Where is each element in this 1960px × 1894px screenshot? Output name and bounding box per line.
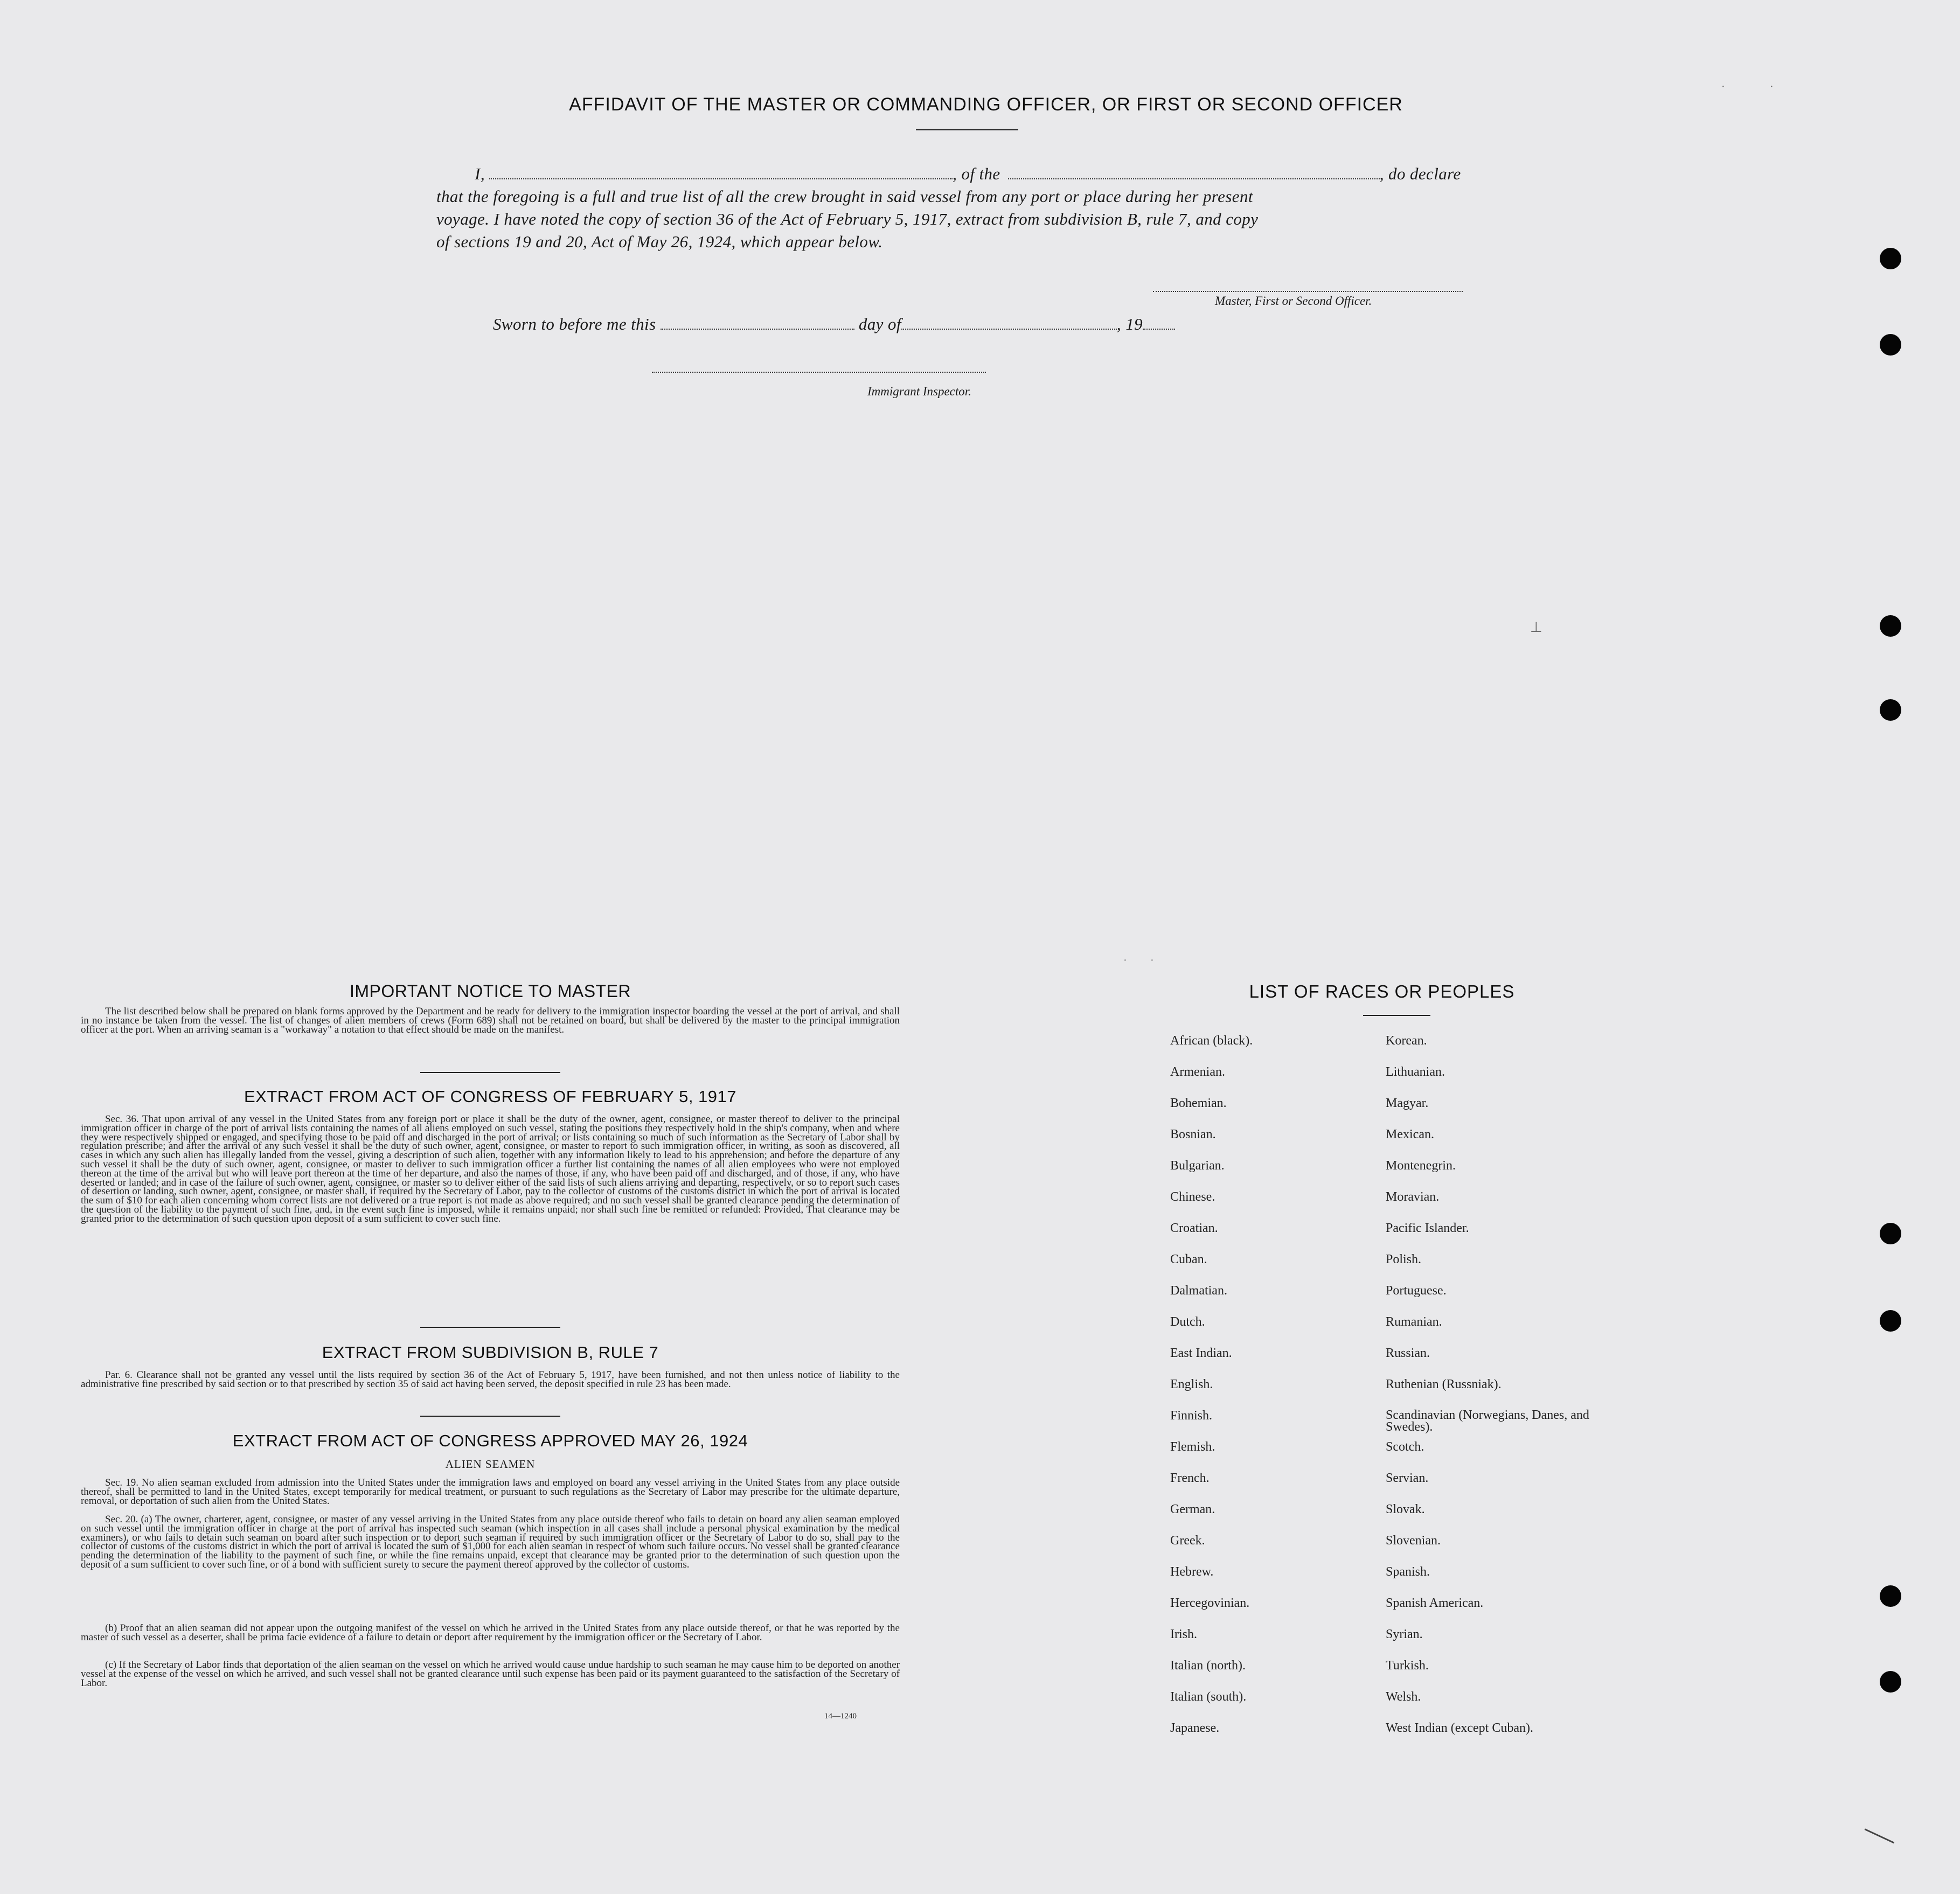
declarant-name-field[interactable]: [489, 178, 953, 179]
affidavit-of-the: , of the: [953, 164, 1000, 183]
sworn-day-field[interactable]: [661, 329, 854, 330]
notice-title: IMPORTANT NOTICE TO MASTER: [349, 981, 631, 1001]
affidavit-i: I,: [475, 164, 485, 183]
extract-1917-body: Sec. 36. That upon arrival of any vessel in the United States from any foreign port or place it shall be the duty of the owner, agent, consignee, or master thereof to deliver to the principal immigration officer in charge of the port of arrival lists containing the names of all aliens employed on such vessel, stating the positions they respectively hold in the ship's company, when and where they were respectively shipped or engaged, and specifying those to be paid off and discharged in the port of arrival; or lists containing so much of such information as the Secretary of Labor shall by regulation prescribe; and after the arrival of any such vessel it shall be the duty of such owner, agent, consignee, or master to report to such immigration officer, in writing, as soon as discovered, all cases in which any such alien has illegally landed from the vessel, giving a description of such alien, together with any information likely to lead to his apprehension; and before the departure of any such vessel it shall be the duty of such owner, agent, consignee, or master to deliver to such immigration officer a further list containing the names of all alien employees who were not employed thereon at the time of the arrival but who will leave port thereon at the time of her departure, and also the names of those, if any, who have been paid off and discharged, and of those, if any, who have deserted or landed; and in case of the failure of such owner, agent, consignee, or master so to deliver either of the said lists of such aliens arriving and departing, respectively, or so to report such cases of desertion or landing, such owner, agent, consignee, or master shall, if required by the Secretary of Labor, pay to the collector of customs of the customs district in which the port of arrival is located the sum of $10 for each alien concerning whom correct lists are not delivered or a true report is not made as above required; and no such vessel shall be granted clearance pending the determination of the question of the liability to the payment of such fine, and, in the event such fine is imposed, while it remains unpaid; nor shall such fine be remitted or refunded: Provided, That clearance may be granted prior to the determination of such question upon deposit of a sum sufficient to cover such fine.: [81, 1115, 900, 1224]
race-item: Chinese.: [1170, 1190, 1215, 1204]
race-item: Dalmatian.: [1170, 1284, 1227, 1298]
race-item: Portuguese.: [1386, 1284, 1447, 1298]
punch-hole: [1880, 615, 1901, 637]
race-item: Moravian.: [1386, 1190, 1440, 1204]
notice-rule: [420, 1072, 560, 1073]
sec19-body: Sec. 19. No alien seaman excluded from admission into the United States under the immigration laws and employed on board any vessel arriving in the United States from any place outside thereof, shall be permitted to land in the United States, except temporarily for medical treatment, or pursuant to such regulations as the Secretary of Labor may prescribe for the ultimate departure, removal, or deportation of such alien from the United States.: [81, 1479, 900, 1507]
sworn-year-prefix: , 19: [1116, 315, 1143, 333]
race-item: English.: [1170, 1377, 1213, 1391]
affidavit-line-1: [436, 164, 1503, 184]
race-item: Ruthenian (Russniak).: [1386, 1377, 1502, 1391]
race-item: Armenian.: [1170, 1065, 1225, 1079]
races-right-column: [1386, 1034, 1601, 1753]
affidavit-line-2: that the foregoing is a full and true list of all the crew brought in said vessel from any port or place during her present: [436, 187, 1253, 206]
extract-1924-title: EXTRACT FROM ACT OF CONGRESS APPROVED MAY 26, 1924: [232, 1431, 748, 1450]
race-item: Greek.: [1170, 1534, 1205, 1548]
sworn-line: [493, 315, 1560, 334]
race-item: Italian (south).: [1170, 1690, 1247, 1704]
corner-mark: [1855, 1828, 1895, 1863]
race-item: Syrian.: [1386, 1627, 1423, 1641]
sec20a-body: Sec. 20. (a) The owner, charterer, agent, consignee, or master of any vessel arriving in the United States from any place outside thereof who fails to detain on board any alien seaman employed on such vessel until the immigration officer in charge at the port of arrival has inspected such seaman (which inspection in all cases shall include a personal physical examination by the medical examiners), or who fails to detain such seaman on board after such inspection or to deport such seaman if required by such immigration officer or the Secretary of Labor to do so, shall pay to the collector of customs of the customs district in which the port of arrival is located the sum of $1,000 for each alien seaman in respect of whom such failure occurs. No vessel shall be granted clearance pending the determination of the liability to the payment of such fine, or while the fine remains unpaid, except that clearance may be granted prior to the determination of such question upon the deposit of a sum sufficient to cover such fine, or of a bond with sufficient surety to secure the payment thereof approved by the collector of customs.: [81, 1515, 900, 1570]
race-item: Flemish.: [1170, 1440, 1215, 1454]
sworn-year-field[interactable]: [1143, 329, 1175, 330]
race-item: French.: [1170, 1471, 1210, 1485]
race-item: Dutch.: [1170, 1315, 1205, 1329]
scan-mark: ⊥: [1530, 619, 1542, 635]
races-title: LIST OF RACES OR PEOPLES: [1249, 981, 1515, 1001]
race-item: Scotch.: [1386, 1440, 1424, 1454]
affidavit-declare: , do declare: [1379, 164, 1461, 183]
extract-1917-title: EXTRACT FROM ACT OF CONGRESS OF FEBRUARY 5, 1917: [244, 1087, 737, 1106]
affidavit-title: AFFIDAVIT OF THE MASTER OR COMMANDING OFFICER, OR FIRST OR SECOND OFFICER: [569, 94, 1403, 115]
race-item: East Indian.: [1170, 1346, 1232, 1360]
race-item: Finnish.: [1170, 1409, 1213, 1423]
race-item: Spanish American.: [1386, 1596, 1484, 1610]
race-item: Croatian.: [1170, 1221, 1218, 1235]
race-item: West Indian (except Cuban).: [1386, 1721, 1533, 1735]
race-item: Turkish.: [1386, 1659, 1429, 1673]
race-item: Spanish.: [1386, 1565, 1430, 1579]
race-item: African (black).: [1170, 1034, 1253, 1048]
sworn-month-field[interactable]: [901, 329, 1117, 330]
races-title-rule: [1363, 1015, 1430, 1016]
race-item: Hercegovinian.: [1170, 1596, 1250, 1610]
punch-hole: [1880, 248, 1901, 269]
race-item: Montenegrin.: [1386, 1159, 1456, 1173]
rule7-rule: [420, 1416, 560, 1417]
punch-hole: [1880, 1671, 1901, 1693]
race-item: Mexican.: [1386, 1127, 1434, 1141]
race-item: Japanese.: [1170, 1721, 1220, 1735]
punch-hole: [1880, 1223, 1901, 1244]
extract-1917-rule: [420, 1327, 560, 1328]
punch-hole: [1880, 1585, 1901, 1607]
notice-body: The list described below shall be prepared on blank forms approved by the Department and be ready for delivery to the immigration inspector boarding the vessel at the port of arrival, and shall in no instance be taken from the vessel. The list of changes of alien members of crews (Form 689) shall not be retained on board, but shall be delivered by the master to the principal immigration officer at the port. When an arriving seaman is a "workaway" a notation to that effect should be made on the manifest.: [81, 1007, 900, 1035]
race-item: Bosnian.: [1170, 1127, 1216, 1141]
scan-mark: ·: [1721, 81, 1725, 93]
affidavit-line-4: of sections 19 and 20, Act of May 26, 1924, which appear below.: [436, 232, 883, 251]
master-signature-line[interactable]: [1153, 291, 1463, 292]
race-item: Italian (north).: [1170, 1659, 1246, 1673]
inspector-label: Immigrant Inspector.: [867, 385, 971, 398]
scan-mark: ·: [1123, 955, 1127, 966]
race-item: German.: [1170, 1502, 1215, 1516]
sworn-prefix: Sworn to before me this: [493, 315, 656, 333]
sec20c-body: (c) If the Secretary of Labor finds that deportation of the alien seaman on the vessel on which he arrived would cause undue hardship to such seaman he may cause him to be deported on another vessel at the expense of the vessel on which he arrived, and such vessel shall not be granted clearance until such expense has been paid or its payment guaranteed to the satisfaction of the Secretary of Labor.: [81, 1661, 900, 1689]
race-item: Pacific Islander.: [1386, 1221, 1469, 1235]
punch-hole: [1880, 699, 1901, 721]
race-item: Rumanian.: [1386, 1315, 1442, 1329]
race-item: Magyar.: [1386, 1096, 1429, 1110]
vessel-name-field[interactable]: [1008, 178, 1380, 179]
form-number: 14—1240: [824, 1712, 857, 1721]
race-item: Russian.: [1386, 1346, 1430, 1360]
rule7-body: Par. 6. Clearance shall not be granted any vessel until the lists required by section 36 of the Act of February 5, 1917, have been furnished, and not then unless notice of liability to the administrative fine prescribed by said section or to that prescribed by section 35 of said act having been served, the deposit specified in rule 23 has been made.: [81, 1371, 900, 1390]
race-item: Lithuanian.: [1386, 1065, 1445, 1079]
affidavit-title-rule: [916, 129, 1018, 130]
sworn-day-of: day of: [858, 315, 901, 333]
race-item: Bohemian.: [1170, 1096, 1227, 1110]
affidavit-line-3: voyage. I have noted the copy of section 36 of the Act of February 5, 1917, extract from subdivision B, rule 7, and copy: [436, 210, 1259, 228]
race-item: Bulgarian.: [1170, 1159, 1225, 1173]
race-item: Korean.: [1386, 1034, 1427, 1048]
punch-hole: [1880, 334, 1901, 356]
punch-hole: [1880, 1310, 1901, 1332]
race-item: Slovak.: [1386, 1502, 1425, 1516]
inspector-signature-line[interactable]: [652, 372, 986, 373]
scan-mark: ·: [1770, 81, 1774, 93]
sec20b-body: (b) Proof that an alien seaman did not appear upon the outgoing manifest of the vessel on which he arrived in the United States from any place outside thereof, or that he was reported by the master of such vessel as a deserter, shall be prima facie evidence of a failure to detain or deport after requirement by the immigration officer or the Secretary of Labor.: [81, 1624, 900, 1643]
race-item: Irish.: [1170, 1627, 1197, 1641]
race-item: Hebrew.: [1170, 1565, 1214, 1579]
races-left-column: [1170, 1034, 1253, 1753]
race-item: Servian.: [1386, 1471, 1429, 1485]
rule7-title: EXTRACT FROM SUBDIVISION B, RULE 7: [322, 1343, 659, 1362]
alien-seamen-subtitle: ALIEN SEAMEN: [445, 1458, 536, 1471]
race-item: Polish.: [1386, 1252, 1422, 1266]
scan-mark: ·: [1150, 955, 1154, 966]
race-item: Welsh.: [1386, 1690, 1421, 1704]
race-item: Scandinavian (Norwegians, Danes, and Swedes).: [1386, 1408, 1589, 1434]
race-item: Cuban.: [1170, 1252, 1207, 1266]
race-item: Slovenian.: [1386, 1534, 1441, 1548]
master-signature-label: Master, First or Second Officer.: [1215, 294, 1372, 308]
